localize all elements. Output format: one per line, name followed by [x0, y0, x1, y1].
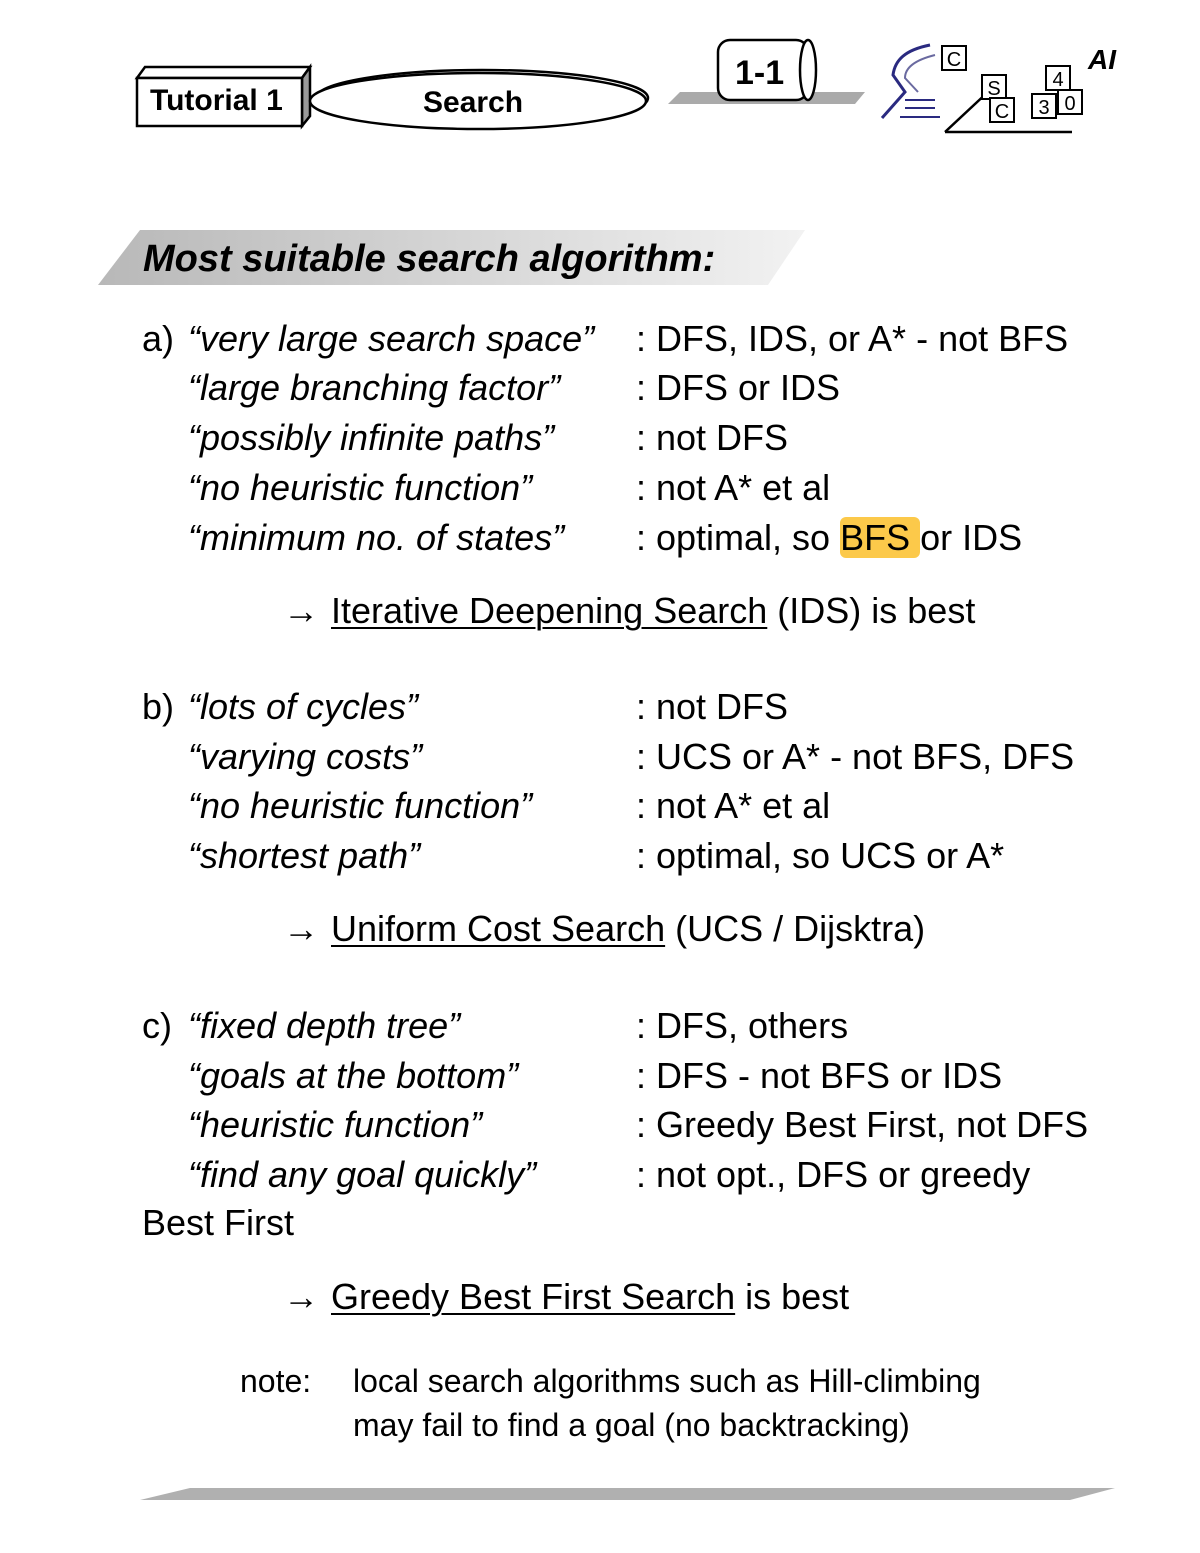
conclusion	[283, 589, 975, 633]
svg-text:C: C	[946, 49, 962, 71]
arrow-icon: →	[283, 908, 319, 949]
arrow-icon: →	[283, 1276, 319, 1317]
slide-number: 1-1	[735, 54, 785, 92]
topic-label: Search	[423, 86, 524, 119]
criterion-value: : not A* et al	[636, 785, 831, 826]
criterion-value: : UCS or A* - not BFS, DFS	[636, 736, 1075, 777]
svg-text:3: 3	[1038, 97, 1050, 119]
note-line-1: local search algorithms such as Hill-climbing	[353, 1363, 981, 1399]
criterion-value: : Greedy Best First, not DFS	[636, 1104, 1089, 1145]
criterion-label: “possibly infinite paths”	[188, 417, 555, 458]
criterion-label: “varying costs”	[188, 736, 423, 777]
tutorial-label: Tutorial 1	[150, 84, 283, 117]
section-marker: c)	[142, 1005, 172, 1046]
criterion-value: : not DFS	[636, 417, 789, 458]
ai-logo	[882, 45, 1082, 132]
criterion-value: : not opt., DFS or greedy	[636, 1154, 1031, 1195]
criterion-label: “no heuristic function”	[188, 467, 533, 508]
criterion-label: “lots of cycles”	[188, 686, 419, 727]
conclusion-text: is best	[735, 1276, 850, 1317]
svg-text:0: 0	[1064, 93, 1076, 115]
criterion-value: : DFS or IDS	[636, 367, 841, 408]
algorithm-name: Uniform Cost Search	[331, 908, 666, 949]
conclusion-text: (UCS / Dijsktra)	[665, 908, 926, 949]
slide-header-graphics	[0, 0, 1200, 160]
svg-text:C: C	[994, 101, 1010, 123]
highlighted-value: BFS	[840, 517, 921, 558]
criterion-value	[636, 516, 1022, 560]
arrow-icon: →	[283, 590, 319, 631]
criterion-label: “no heuristic function”	[188, 785, 533, 826]
criterion-value: : optimal, so UCS or A*	[636, 835, 1005, 876]
section-marker: b)	[142, 686, 175, 727]
criterion-label: “fixed depth tree”	[188, 1005, 461, 1046]
criterion-value: : not A* et al	[636, 467, 831, 508]
logo-ai-text: AI	[1088, 44, 1116, 75]
criterion-label: “goals at the bottom”	[188, 1055, 519, 1096]
svg-text:4: 4	[1052, 69, 1064, 91]
criterion-label: “minimum no. of states”	[188, 517, 565, 558]
criterion-value: : DFS, others	[636, 1005, 849, 1046]
section-marker: a)	[142, 318, 175, 359]
svg-text:S: S	[987, 78, 1001, 100]
section-title: Most suitable search algorithm:	[143, 238, 716, 280]
algorithm-name: Greedy Best First Search	[331, 1276, 736, 1317]
criterion-label: “very large search space”	[188, 318, 595, 359]
criterion-value: : DFS, IDS, or A* - not BFS	[636, 318, 1069, 359]
conclusion	[283, 1275, 849, 1319]
value-text: or IDS	[920, 517, 1023, 558]
algorithm-name: Iterative Deepening Search	[331, 590, 768, 631]
criterion-label: “find any goal quickly”	[188, 1154, 537, 1195]
value-text: : optimal, so	[636, 517, 841, 558]
conclusion-text: (IDS) is best	[767, 590, 976, 631]
criterion-value-wrap: Best First	[142, 1202, 295, 1243]
note-line-2: may fail to find a goal (no backtracking)	[353, 1407, 910, 1443]
footer-bar	[0, 1480, 1200, 1510]
criterion-value: : not DFS	[636, 686, 789, 727]
conclusion	[283, 907, 925, 951]
criterion-label: “shortest path”	[188, 835, 421, 876]
criterion-value: : DFS - not BFS or IDS	[636, 1055, 1003, 1096]
criterion-label: “heuristic function”	[188, 1104, 483, 1145]
note-label: note:	[240, 1363, 312, 1399]
criterion-label: “large branching factor”	[188, 367, 561, 408]
